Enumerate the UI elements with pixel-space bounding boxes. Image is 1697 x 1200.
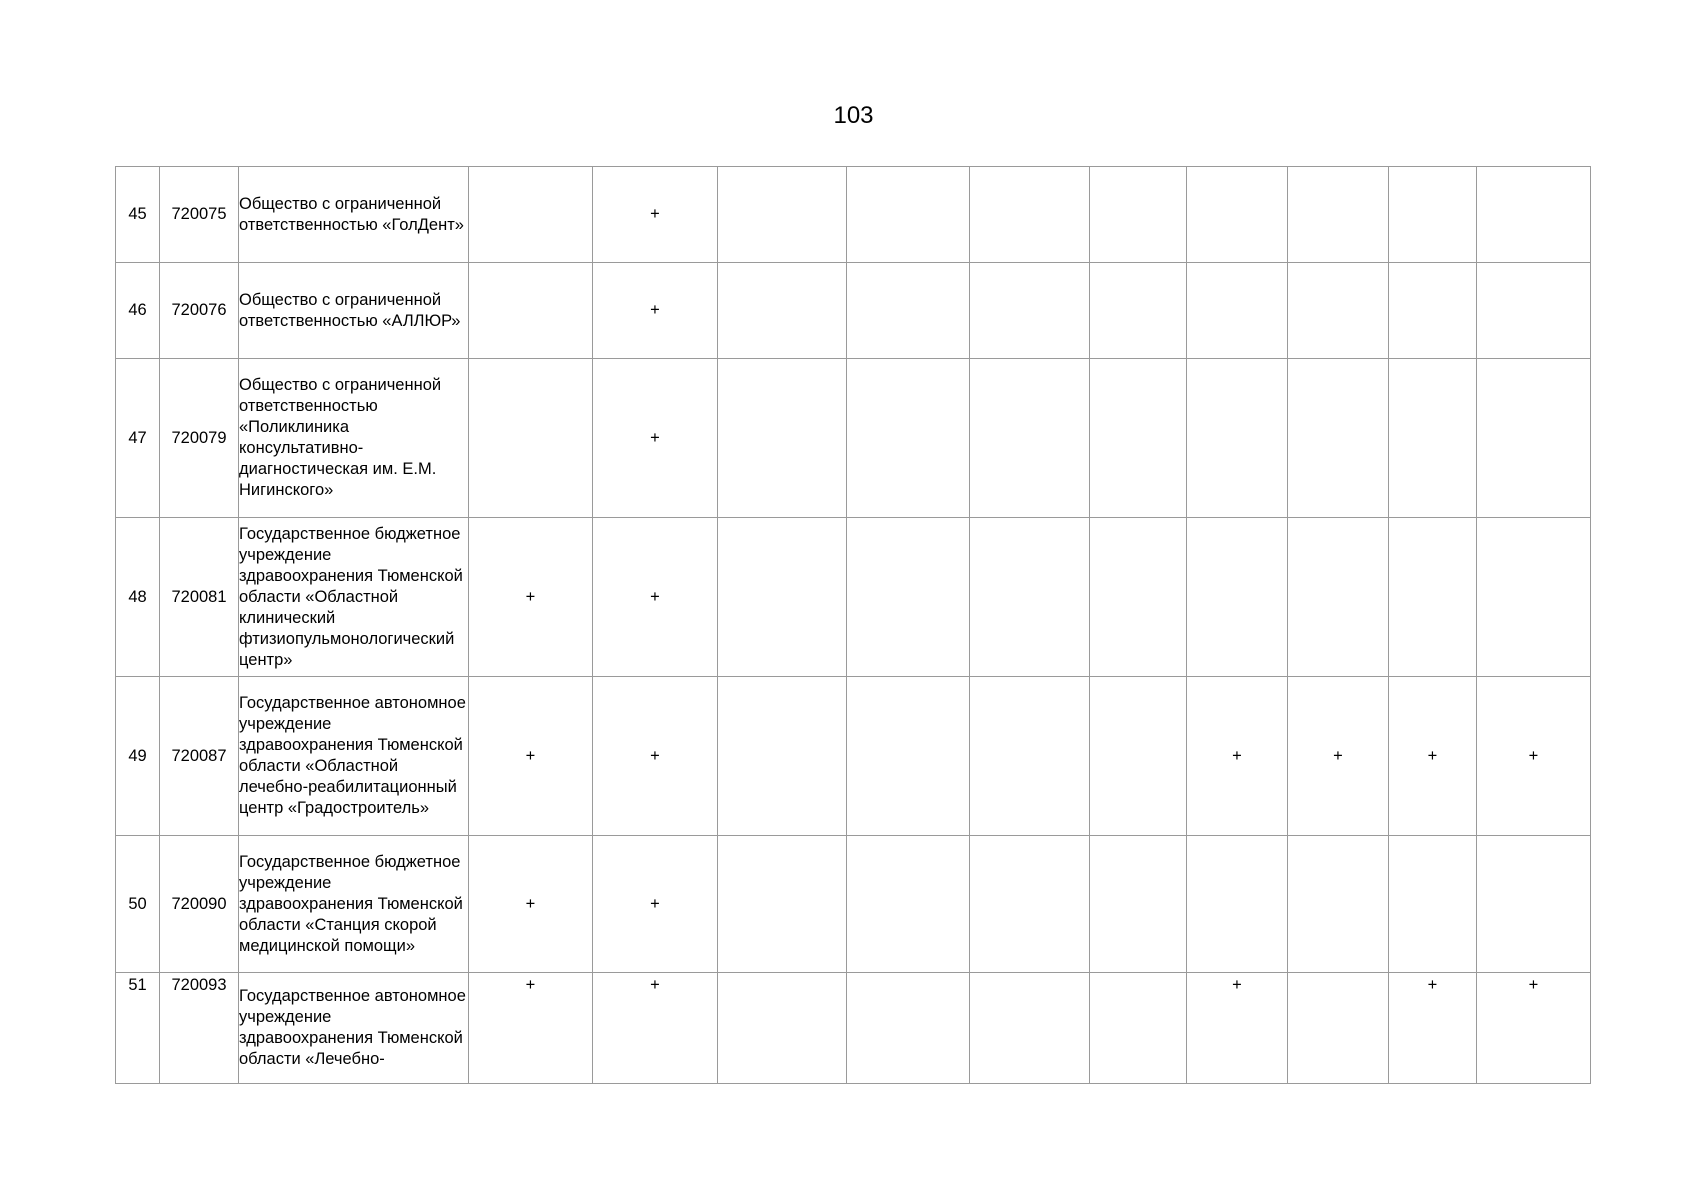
mark-cell-col-1: [469, 263, 593, 359]
row-number-cell: 50: [116, 836, 160, 973]
mark-cell-col-6: [1090, 167, 1187, 263]
mark-cell-col-2: +: [593, 677, 718, 836]
mark-cell-col-7: [1187, 836, 1288, 973]
organization-name-cell: Общество с ограниченной ответственностью «АЛЛЮР»: [239, 263, 469, 359]
mark-cell-col-3: [718, 167, 847, 263]
organization-name-cell: Общество с ограниченной ответственностью «Поликлиника консультативно-диагностическая им. Е.М. Нигинского»: [239, 359, 469, 518]
table-row: [116, 836, 1591, 973]
mark-cell-col-9: [1389, 518, 1477, 677]
mark-cell-col-8: [1288, 167, 1389, 263]
mark-cell-col-9: [1389, 263, 1477, 359]
mark-cell-col-10: +: [1477, 973, 1591, 1084]
mark-cell-col-5: [970, 263, 1090, 359]
mark-cell-col-9: +: [1389, 973, 1477, 1084]
mark-cell-col-8: [1288, 518, 1389, 677]
mark-cell-col-10: [1477, 263, 1591, 359]
table-row: [116, 973, 1591, 1084]
mark-cell-col-5: [970, 973, 1090, 1084]
organization-name-cell: Государственное автономное учреждение здравоохранения Тюменской области «Областной лечебно-реабилитационный центр «Градостроитель»: [239, 677, 469, 836]
registry-code-cell: 720079: [160, 359, 239, 518]
mark-cell-col-2: +: [593, 359, 718, 518]
mark-cell-col-5: [970, 359, 1090, 518]
mark-cell-col-7: +: [1187, 677, 1288, 836]
mark-cell-col-4: [847, 167, 970, 263]
mark-cell-col-4: [847, 973, 970, 1084]
mark-cell-col-1: +: [469, 677, 593, 836]
mark-cell-col-5: [970, 677, 1090, 836]
mark-cell-col-9: +: [1389, 677, 1477, 836]
mark-cell-col-3: [718, 677, 847, 836]
mark-cell-col-2: +: [593, 263, 718, 359]
organization-name-cell: Государственное автономное учреждение здравоохранения Тюменской области «Лечебно-: [239, 973, 469, 1084]
mark-cell-col-4: [847, 518, 970, 677]
mark-cell-col-6: [1090, 263, 1187, 359]
registry-code-cell: 720090: [160, 836, 239, 973]
row-number-cell: 48: [116, 518, 160, 677]
registry-code-cell: 720076: [160, 263, 239, 359]
mark-cell-col-4: [847, 263, 970, 359]
mark-cell-col-10: [1477, 167, 1591, 263]
page-number: 103: [833, 102, 874, 129]
mark-cell-col-1: +: [469, 518, 593, 677]
organization-name-cell: Государственное бюджетное учреждение здравоохранения Тюменской области «Станция скорой медицинской помощи»: [239, 836, 469, 973]
mark-cell-col-3: [718, 836, 847, 973]
mark-cell-col-5: [970, 518, 1090, 677]
mark-cell-col-2: +: [593, 973, 718, 1084]
mark-cell-col-8: +: [1288, 677, 1389, 836]
mark-cell-col-9: [1389, 167, 1477, 263]
mark-cell-col-2: +: [593, 518, 718, 677]
organization-name-cell: Общество с ограниченной ответственностью «ГолДент»: [239, 167, 469, 263]
registry-table-body: [116, 167, 1591, 1084]
registry-code-cell: 720081: [160, 518, 239, 677]
mark-cell-col-1: +: [469, 973, 593, 1084]
mark-cell-col-3: [718, 973, 847, 1084]
registry-table: [115, 166, 1591, 1084]
row-number-cell: 49: [116, 677, 160, 836]
table-row: [116, 677, 1591, 836]
mark-cell-col-1: [469, 167, 593, 263]
mark-cell-col-7: [1187, 518, 1288, 677]
mark-cell-col-1: +: [469, 836, 593, 973]
table-row: [116, 518, 1591, 677]
mark-cell-col-6: [1090, 677, 1187, 836]
registry-code-cell: 720093: [160, 973, 239, 1084]
mark-cell-col-7: [1187, 167, 1288, 263]
mark-cell-col-10: [1477, 518, 1591, 677]
mark-cell-col-7: +: [1187, 973, 1288, 1084]
mark-cell-col-4: [847, 677, 970, 836]
mark-cell-col-10: [1477, 359, 1591, 518]
mark-cell-col-5: [970, 167, 1090, 263]
mark-cell-col-9: [1389, 359, 1477, 518]
organization-name-cell: Государственное бюджетное учреждение здравоохранения Тюменской области «Областной клинический фтизиопульмонологический центр»: [239, 518, 469, 677]
mark-cell-col-7: [1187, 263, 1288, 359]
mark-cell-col-4: [847, 359, 970, 518]
mark-cell-col-10: [1477, 836, 1591, 973]
mark-cell-col-3: [718, 518, 847, 677]
mark-cell-col-3: [718, 359, 847, 518]
mark-cell-col-8: [1288, 359, 1389, 518]
mark-cell-col-4: [847, 836, 970, 973]
mark-cell-col-10: +: [1477, 677, 1591, 836]
mark-cell-col-5: [970, 836, 1090, 973]
table-row: [116, 167, 1591, 263]
mark-cell-col-9: [1389, 836, 1477, 973]
registry-code-cell: 720075: [160, 167, 239, 263]
row-number-cell: 46: [116, 263, 160, 359]
mark-cell-col-1: [469, 359, 593, 518]
mark-cell-col-3: [718, 263, 847, 359]
mark-cell-col-2: +: [593, 167, 718, 263]
row-number-cell: 51: [116, 973, 160, 1084]
mark-cell-col-6: [1090, 836, 1187, 973]
mark-cell-col-8: [1288, 263, 1389, 359]
table-row: [116, 359, 1591, 518]
row-number-cell: 45: [116, 167, 160, 263]
table-row: [116, 263, 1591, 359]
mark-cell-col-6: [1090, 359, 1187, 518]
mark-cell-col-2: +: [593, 836, 718, 973]
mark-cell-col-8: [1288, 973, 1389, 1084]
row-number-cell: 47: [116, 359, 160, 518]
mark-cell-col-8: [1288, 836, 1389, 973]
mark-cell-col-6: [1090, 518, 1187, 677]
registry-code-cell: 720087: [160, 677, 239, 836]
mark-cell-col-6: [1090, 973, 1187, 1084]
mark-cell-col-7: [1187, 359, 1288, 518]
